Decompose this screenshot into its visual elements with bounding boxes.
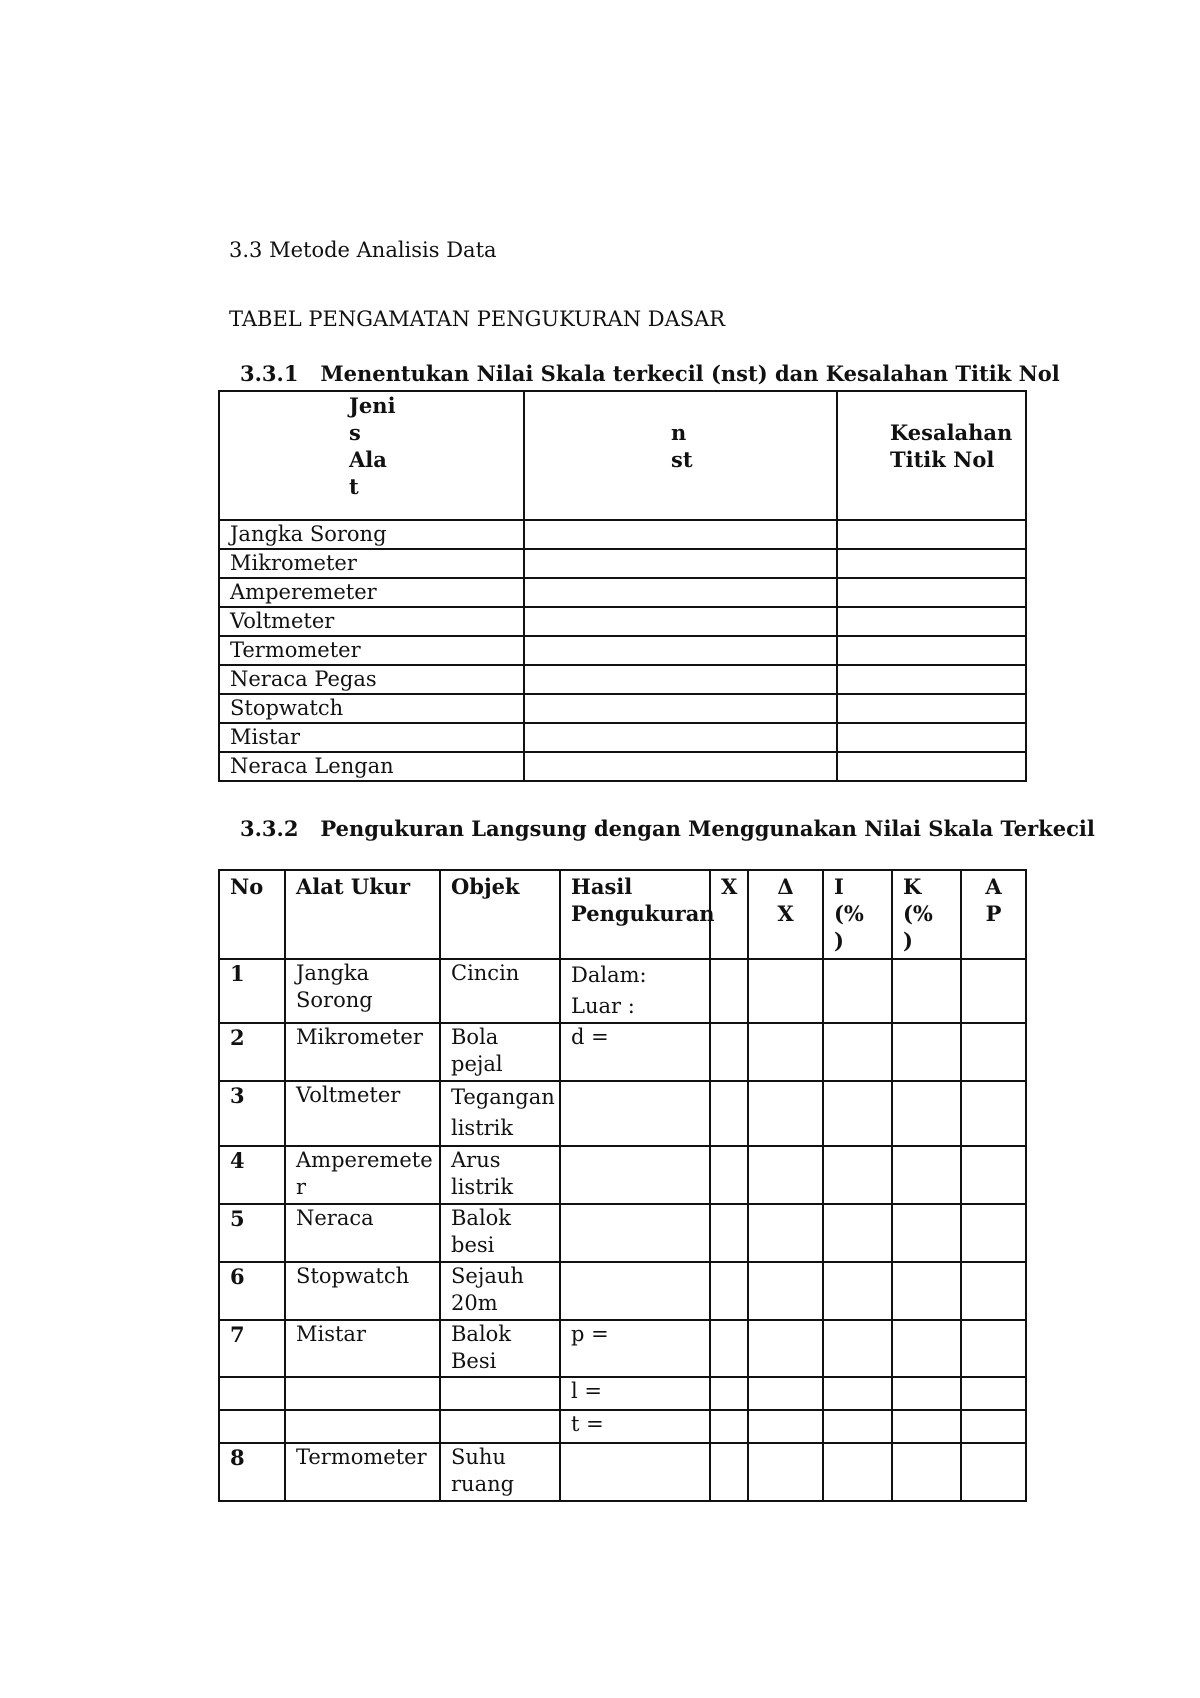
cell-ap (961, 1081, 1026, 1146)
cell-objek: Arus listrik (440, 1146, 560, 1204)
cell-ap (961, 959, 1026, 1023)
cell-ap (961, 1146, 1026, 1204)
cell-kesalahan (837, 752, 1026, 781)
cell-kesalahan (837, 607, 1026, 636)
cell-k (892, 1023, 961, 1081)
table-row (219, 520, 1026, 549)
cell-no: 3 (219, 1081, 285, 1146)
cell-alat-ukur: Neraca (285, 1204, 440, 1262)
cell-alat: Mikrometer (219, 549, 524, 578)
cell-delta-x (748, 1081, 823, 1146)
cell-kesalahan (837, 636, 1026, 665)
table-row (219, 1262, 1026, 1320)
cell-nst (524, 607, 837, 636)
cell-objek: Suhu ruang (440, 1443, 560, 1501)
cell-delta-x (748, 1377, 823, 1410)
cell-objek (440, 1377, 560, 1410)
cell-alat-ukur: Termometer (285, 1443, 440, 1501)
cell-kesalahan (837, 694, 1026, 723)
table-row (219, 607, 1026, 636)
cell-alat: Neraca Lengan (219, 752, 524, 781)
cell-alat-ukur: Mistar (285, 1320, 440, 1377)
subsection-number: 3.3.2 (240, 816, 299, 841)
cell-nst (524, 578, 837, 607)
cell-objek: Balok besi (440, 1204, 560, 1262)
cell-delta-x (748, 1320, 823, 1377)
cell-alat: Termometer (219, 636, 524, 665)
cell-objek: Sejauh 20m (440, 1262, 560, 1320)
table-header-row (219, 870, 1026, 959)
cell-nst (524, 520, 837, 549)
cell-x (710, 1410, 748, 1443)
cell-x (710, 1081, 748, 1146)
cell-delta-x (748, 1204, 823, 1262)
table-row (219, 1377, 1026, 1410)
nst-table (218, 390, 1027, 782)
table-row (219, 578, 1026, 607)
cell-delta-x (748, 1262, 823, 1320)
cell-i (823, 1262, 892, 1320)
cell-hasil: d = (560, 1023, 710, 1081)
cell-hasil: l = (560, 1377, 710, 1410)
cell-alat: Mistar (219, 723, 524, 752)
cell-nst (524, 665, 837, 694)
header-x: X (710, 870, 748, 959)
cell-nst (524, 752, 837, 781)
cell-x (710, 1443, 748, 1501)
header-delta-x: Δ X (748, 870, 823, 959)
cell-alat-ukur: Jangka Sorong (285, 959, 440, 1023)
cell-i (823, 1204, 892, 1262)
cell-alat: Stopwatch (219, 694, 524, 723)
cell-kesalahan (837, 723, 1026, 752)
cell-i (823, 1443, 892, 1501)
cell-alat-ukur: Voltmeter (285, 1081, 440, 1146)
header-k-percent: K (% ) (892, 870, 961, 959)
cell-alat: Voltmeter (219, 607, 524, 636)
table-row (219, 636, 1026, 665)
cell-kesalahan (837, 549, 1026, 578)
cell-ap (961, 1443, 1026, 1501)
table-row (219, 694, 1026, 723)
header-jenis-alat (219, 391, 524, 520)
header-objek: Objek (440, 870, 560, 959)
header-alat-ukur: Alat Ukur (285, 870, 440, 959)
cell-k (892, 1320, 961, 1377)
cell-i (823, 1023, 892, 1081)
cell-delta-x (748, 1023, 823, 1081)
section-title: 3.3 Metode Analisis Data (229, 238, 497, 262)
table-caption: TABEL PENGAMATAN PENGUKURAN DASAR (229, 307, 726, 331)
cell-i (823, 959, 892, 1023)
cell-nst (524, 636, 837, 665)
table-row (219, 1023, 1026, 1081)
cell-objek (440, 1410, 560, 1443)
cell-x (710, 1204, 748, 1262)
cell-k (892, 1410, 961, 1443)
cell-ap (961, 1023, 1026, 1081)
cell-delta-x (748, 1443, 823, 1501)
cell-x (710, 959, 748, 1023)
cell-k (892, 959, 961, 1023)
measurement-table (218, 869, 1027, 1502)
cell-hasil (560, 1146, 710, 1204)
table-row (219, 549, 1026, 578)
header-label: Jeni s Ala t (349, 393, 396, 499)
cell-ap (961, 1204, 1026, 1262)
cell-ap (961, 1262, 1026, 1320)
cell-kesalahan (837, 520, 1026, 549)
cell-k (892, 1262, 961, 1320)
cell-alat-ukur (285, 1410, 440, 1443)
cell-no (219, 1410, 285, 1443)
cell-ap (961, 1320, 1026, 1377)
header-i-percent: I (% ) (823, 870, 892, 959)
subsection-heading-2 (240, 816, 1095, 841)
cell-hasil: Dalam: Luar : (560, 959, 710, 1023)
table-row (219, 752, 1026, 781)
table-row (219, 665, 1026, 694)
cell-kesalahan (837, 578, 1026, 607)
cell-i (823, 1146, 892, 1204)
cell-x (710, 1377, 748, 1410)
cell-nst (524, 694, 837, 723)
cell-i (823, 1410, 892, 1443)
cell-alat-ukur (285, 1377, 440, 1410)
cell-hasil: t = (560, 1410, 710, 1443)
header-hasil-pengukuran: Hasil Pengukuran (560, 870, 710, 959)
cell-k (892, 1377, 961, 1410)
cell-i (823, 1081, 892, 1146)
table-row (219, 1204, 1026, 1262)
header-nst (524, 391, 837, 520)
cell-nst (524, 549, 837, 578)
cell-delta-x (748, 1410, 823, 1443)
cell-no: 4 (219, 1146, 285, 1204)
cell-hasil: p = (560, 1320, 710, 1377)
cell-objek: Tegangan listrik (440, 1081, 560, 1146)
table-row (219, 1146, 1026, 1204)
cell-no: 2 (219, 1023, 285, 1081)
cell-i (823, 1320, 892, 1377)
cell-x (710, 1320, 748, 1377)
cell-x (710, 1146, 748, 1204)
header-ap: A P (961, 870, 1026, 959)
subsection-number: 3.3.1 (240, 361, 299, 386)
header-no: No (219, 870, 285, 959)
cell-alat: Amperemeter (219, 578, 524, 607)
cell-no (219, 1377, 285, 1410)
cell-nst (524, 723, 837, 752)
cell-kesalahan (837, 665, 1026, 694)
cell-delta-x (748, 1146, 823, 1204)
table-row (219, 1443, 1026, 1501)
cell-alat-ukur: Amperemete r (285, 1146, 440, 1204)
cell-objek: Cincin (440, 959, 560, 1023)
cell-no: 7 (219, 1320, 285, 1377)
table-row (219, 723, 1026, 752)
cell-k (892, 1146, 961, 1204)
cell-objek: Bola pejal (440, 1023, 560, 1081)
header-label: Kesalahan Titik Nol (890, 420, 1013, 472)
header-kesalahan-titik-nol (837, 391, 1026, 520)
table-row (219, 959, 1026, 1023)
table-header-row (219, 391, 1026, 520)
cell-no: 5 (219, 1204, 285, 1262)
cell-no: 1 (219, 959, 285, 1023)
cell-no: 8 (219, 1443, 285, 1501)
table-row (219, 1410, 1026, 1443)
cell-x (710, 1262, 748, 1320)
cell-k (892, 1204, 961, 1262)
subsection-heading-1 (240, 361, 1060, 386)
cell-ap (961, 1410, 1026, 1443)
cell-objek: Balok Besi (440, 1320, 560, 1377)
cell-alat-ukur: Stopwatch (285, 1262, 440, 1320)
cell-ap (961, 1377, 1026, 1410)
cell-hasil (560, 1081, 710, 1146)
cell-delta-x (748, 959, 823, 1023)
cell-alat: Neraca Pegas (219, 665, 524, 694)
cell-alat-ukur: Mikrometer (285, 1023, 440, 1081)
table-row (219, 1081, 1026, 1146)
cell-no: 6 (219, 1262, 285, 1320)
subsection-title: Pengukuran Langsung dengan Menggunakan Nilai Skala Terkecil (320, 816, 1095, 841)
cell-hasil (560, 1204, 710, 1262)
cell-k (892, 1081, 961, 1146)
cell-alat: Jangka Sorong (219, 520, 524, 549)
subsection-title: Menentukan Nilai Skala terkecil (nst) dan Kesalahan Titik Nol (320, 361, 1060, 386)
cell-i (823, 1377, 892, 1410)
cell-hasil (560, 1443, 710, 1501)
header-label: n st (671, 420, 693, 472)
table-row (219, 1320, 1026, 1377)
cell-x (710, 1023, 748, 1081)
cell-k (892, 1443, 961, 1501)
cell-hasil (560, 1262, 710, 1320)
